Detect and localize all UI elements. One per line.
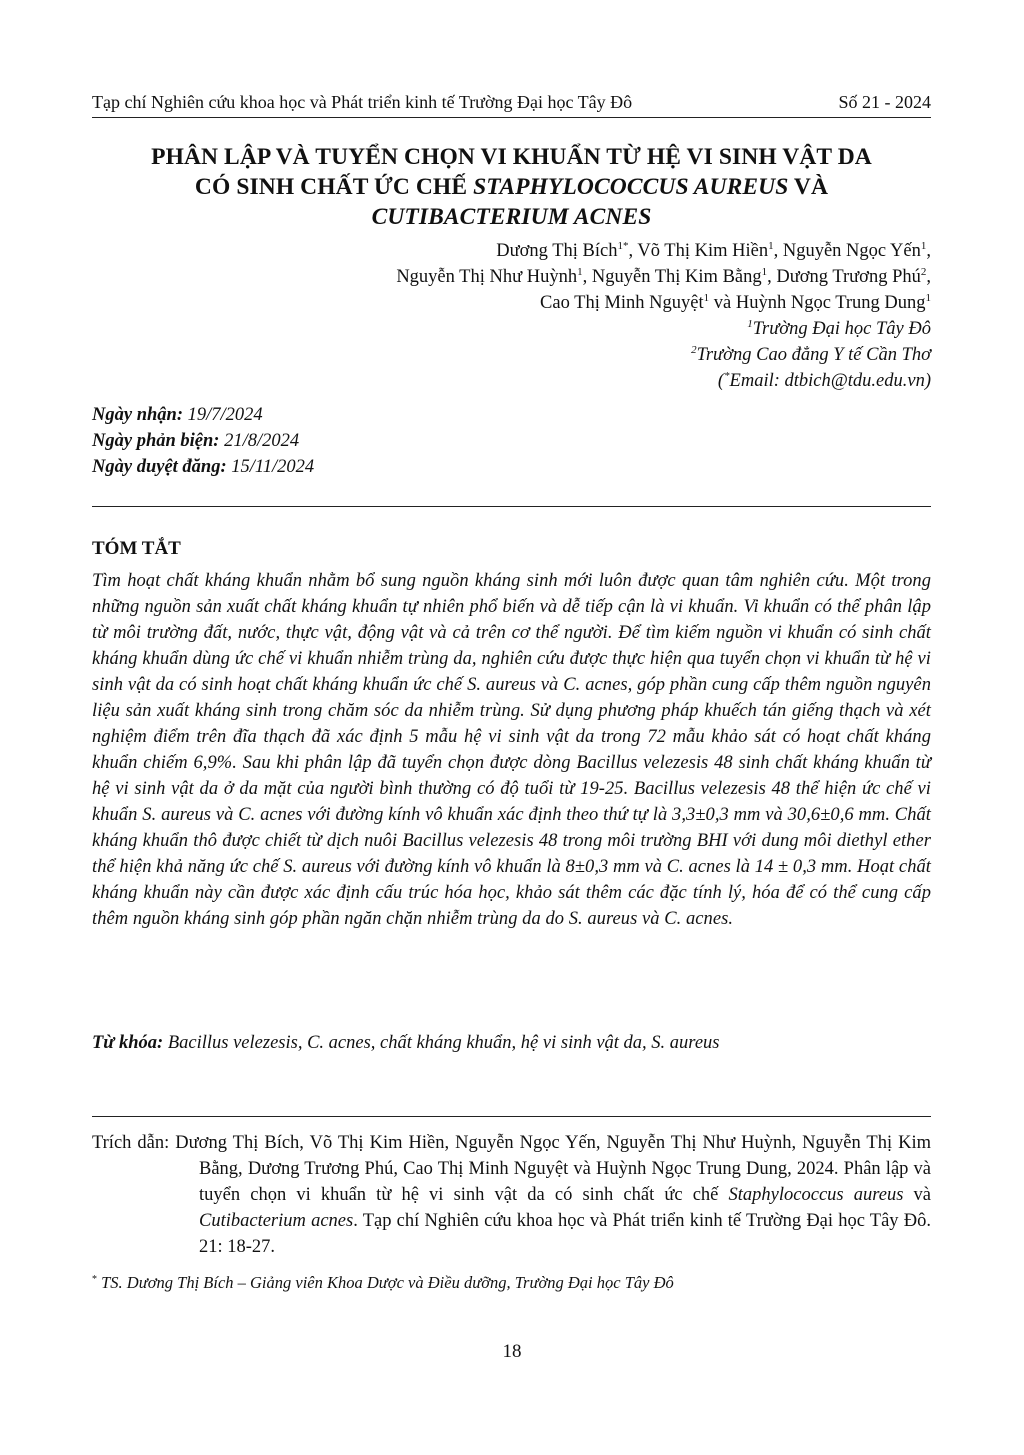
author-name: và Huỳnh Ngọc Trung Dung xyxy=(709,293,926,313)
affiliation-mark: 2 xyxy=(691,344,697,356)
abstract-text: Tìm hoạt chất kháng khuẩn nhằm bổ sung nguồn kháng sinh mới luôn được quan tâm nghiên cứu. Một trong những nguồn sản xuất chất kháng khuẩn tự nhiên phổ biến và dễ tiếp cận là vi khuẩn. Vi khuẩn có thể phân lập từ môi trường đất, nước, thực vật, động vật và cả trên cơ thể người. Để tìm kiếm nguồn vi khuẩn có sinh chất kháng khuẩn dùng ức chế vi khuẩn nhiễm trùng da, nghiên cứu được thực hiện qua tuyển chọn vi khuẩn từ hệ vi sinh vật da có sinh hoạt chất kháng khuẩn ức chế S. aureus và C. acnes, góp phần cung cấp thêm nguồn nguyên liệu sản xuất kháng sinh trong chăm sóc da nhiễm trùng. Sử dụng phương pháp khuếch tán giếng thạch và xét nghiệm điểm trên đĩa thạch đã xác định 5 mẫu hệ vi sinh vật da trong 72 mẫu khảo sát có hoạt chất kháng khuẩn chiếm 6,9%. Sau khi phân lập đã tuyển chọn được dòng Bacillus velezesis 48 sinh chất kháng khuẩn từ hệ vi sinh vật da ở da mặt của người bình thường có độ tuổi từ 19-25. Bacillus velezesis 48 thể hiện ức chế vi khuẩn S. aureus và C. acnes với đường kính vô khuẩn xác định theo thứ tự là 3,3±0,3 mm và 30,6±0,6 mm. Chất kháng khuẩn thô được chiết từ dịch nuôi Bacillus velezesis 48 trong môi trường BHI với dung môi diethyl ether thể hiện khả năng ức chế S. aureus với đường kính vô khuẩn là 8±0,3 mm và C. acnes là 14 ± 0,3 mm. Hoạt chất kháng khuẩn này cần được xác định cấu trúc hóa học, khảo sát thêm các đặc tính lý, hóa để có thể cung cấp thêm nguồn kháng sinh góp phần ngăn chặn nhiễm trùng da do S. aureus và C. acnes. xyxy=(92,571,931,929)
citation-and: và xyxy=(903,1185,932,1205)
footnote-mark: * xyxy=(92,1274,97,1285)
divider-top xyxy=(92,506,931,507)
author-affiliation-mark: 1 xyxy=(761,266,768,278)
citation-species-2: Cutibacterium acnes xyxy=(199,1211,354,1231)
affiliation-1 xyxy=(92,316,931,342)
author-name: Nguyễn Thị Như Huỳnh xyxy=(396,267,578,287)
footnote xyxy=(92,1273,674,1293)
author-affiliation-mark: 1 xyxy=(925,292,931,304)
abstract-heading: TÓM TẮT xyxy=(92,538,181,559)
author-affiliation-mark: 1 xyxy=(920,240,927,252)
keywords-label: Từ khóa: xyxy=(92,1033,164,1053)
author-affiliation-mark: 1 xyxy=(703,292,710,304)
author-name: , Nguyễn Ngọc Yến xyxy=(773,241,921,261)
author-line-3 xyxy=(92,290,931,316)
title-line-3 xyxy=(92,202,931,232)
keywords xyxy=(92,1033,931,1054)
email-open-paren: ( xyxy=(717,371,725,391)
author-separator: , xyxy=(926,241,931,261)
affiliation-name: Trường Đại học Tây Đô xyxy=(752,319,931,339)
affiliation-2 xyxy=(92,342,931,368)
date-received xyxy=(92,402,314,428)
date-accepted-label: Ngày duyệt đăng: xyxy=(92,457,227,477)
date-received-value: 19/7/2024 xyxy=(182,405,263,425)
running-header xyxy=(92,92,931,118)
date-received-label: Ngày nhận: xyxy=(92,405,183,425)
title-species-2: CUTIBACTERIUM ACNES xyxy=(371,204,652,230)
date-accepted-value: 15/11/2024 xyxy=(226,457,315,477)
footnote-text: TS. Dương Thị Bích – Giảng viên Khoa Dược và Điều dưỡng, Trường Đại học Tây Đô xyxy=(97,1273,674,1292)
keywords-text: Bacillus velezesis, C. acnes, chất kháng khuẩn, hệ vi sinh vật da, S. aureus xyxy=(163,1033,720,1053)
divider-citation xyxy=(92,1116,931,1117)
author-name: , Võ Thị Kim Hiền xyxy=(628,241,769,261)
title-line-2 xyxy=(92,172,931,202)
date-accepted xyxy=(92,454,314,480)
issue-number: Số 21 - 2024 xyxy=(838,92,931,112)
title-line-2-start: CÓ SINH CHẤT ỨC CHẾ xyxy=(194,174,474,200)
citation-part-2: . Tạp chí Nghiên cứu khoa học và Phát triển kinh tế Trường Đại học Tây Đô. 21: 18-27. xyxy=(199,1211,931,1257)
citation-species-1: Staphylococcus aureus xyxy=(728,1185,904,1205)
email-mark: * xyxy=(724,370,730,382)
citation-part-1: Dương Thị Bích, Võ Thị Kim Hiền, Nguyễn Ngọc Yến, Nguyễn Thị Như Huỳnh, Nguyễn Thị Kim Bằng, Dương Trương Phú, Cao Thị Minh Nguyệt và Huỳnh Ngọc Trung Dung, 2024. Phân lập và tuyển chọn vi khuẩn từ hệ vi sinh vật da có sinh chất ức chế xyxy=(175,1133,931,1205)
author-affiliation-mark: 1* xyxy=(617,240,629,252)
title-line-1: PHÂN LẬP VÀ TUYỂN CHỌN VI KHUẨN TỪ HỆ VI SINH VẬT DA xyxy=(151,144,872,170)
author-name: Dương Thị Bích xyxy=(496,241,618,261)
citation-block xyxy=(92,1130,931,1260)
author-separator: , xyxy=(926,267,931,287)
date-review-label: Ngày phản biện: xyxy=(92,431,220,451)
date-review-value: 21/8/2024 xyxy=(219,431,300,451)
journal-name: Tạp chí Nghiên cứu khoa học và Phát triển kinh tế Trường Đại học Tây Đô xyxy=(92,92,633,112)
author-affiliation-mark: 1 xyxy=(577,266,583,278)
paper-title xyxy=(92,142,931,232)
title-line-2-end: VÀ xyxy=(788,174,829,200)
author-line-2 xyxy=(92,264,931,290)
author-name: , Nguyễn Thị Kim Bằng xyxy=(582,267,762,287)
page-number: 18 xyxy=(502,1341,522,1362)
author-name: , Dương Trương Phú xyxy=(767,267,921,287)
date-review xyxy=(92,428,314,454)
corresponding-email xyxy=(92,368,931,394)
author-line-1 xyxy=(92,238,931,264)
author-block xyxy=(92,238,931,394)
submission-dates xyxy=(92,402,314,480)
author-affiliation-mark: 2 xyxy=(920,266,927,278)
title-species-1: STAPHYLOCOCCUS AUREUS xyxy=(473,174,789,200)
author-name: Cao Thị Minh Nguyệt xyxy=(540,293,704,313)
email-text: Email: dtbich@tdu.edu.vn) xyxy=(729,371,931,391)
affiliation-name: Trường Cao đẳng Y tế Cần Thơ xyxy=(696,345,931,365)
author-affiliation-mark: 1 xyxy=(768,240,774,252)
affiliation-mark: 1 xyxy=(747,318,753,330)
citation-label: Trích dẫn: xyxy=(92,1133,176,1153)
